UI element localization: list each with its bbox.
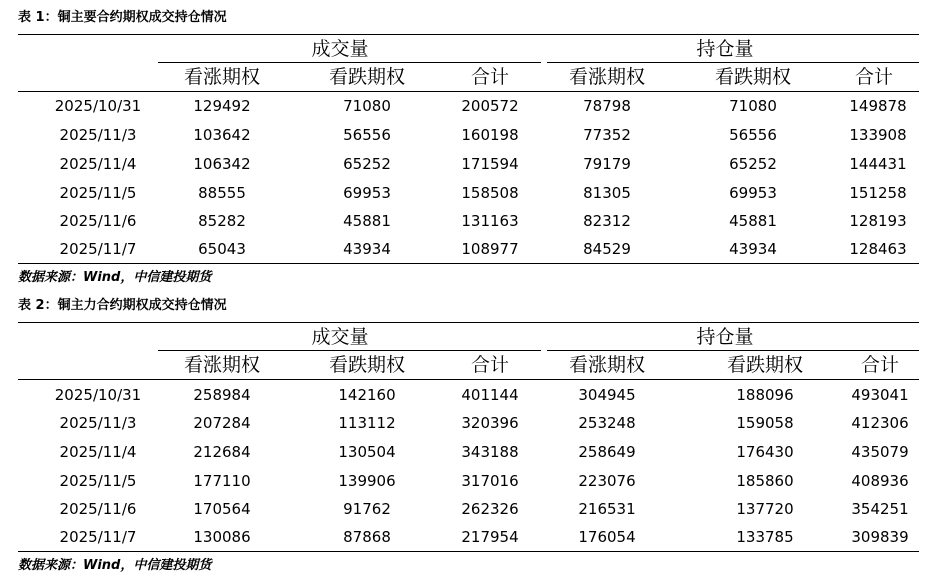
table-row-date: 2025/10/31 — [54, 97, 142, 115]
table-1-bottom-rule — [18, 263, 919, 264]
table-cell: 108977 — [461, 240, 519, 258]
table-cell: 69953 — [729, 184, 777, 202]
table-cell: 149878 — [849, 97, 907, 115]
table-cell: 78798 — [583, 97, 631, 115]
table-cell: 159058 — [736, 414, 794, 432]
table-cell: 435079 — [851, 443, 909, 461]
table-cell: 158508 — [461, 184, 519, 202]
table-2-col-put-volume: 看跌期权 — [328, 354, 405, 376]
table-2-header-rule — [18, 379, 919, 380]
table-cell: 56556 — [729, 126, 777, 144]
table-row-date: 2025/11/3 — [59, 126, 137, 144]
table-cell: 171594 — [461, 155, 519, 173]
table-1-group-rule-open-interest — [547, 62, 919, 63]
table-cell: 65252 — [729, 155, 777, 173]
table-row-date: 2025/11/3 — [59, 414, 137, 432]
table-row-date: 2025/11/6 — [59, 500, 137, 518]
table-cell: 88555 — [198, 184, 246, 202]
table-cell: 151258 — [849, 184, 907, 202]
table-1-title: 表 1：铜主要合约期权成交持仓情况 — [18, 10, 227, 25]
table-2-top-rule — [18, 322, 919, 323]
table-2-col-call-volume: 看涨期权 — [183, 354, 260, 376]
table-cell: 258984 — [193, 386, 251, 404]
table-cell: 160198 — [461, 126, 519, 144]
table-cell: 139906 — [338, 472, 396, 490]
table-cell: 309839 — [851, 528, 909, 546]
table-cell: 79179 — [583, 155, 631, 173]
table-cell: 343188 — [461, 443, 519, 461]
table-cell: 71080 — [343, 97, 391, 115]
table-1-col-call-oi: 看涨期权 — [568, 66, 645, 88]
table-cell: 91762 — [343, 500, 391, 518]
table-cell: 354251 — [851, 500, 909, 518]
table-cell: 176054 — [578, 528, 636, 546]
table-cell: 317016 — [461, 472, 519, 490]
table-1-col-total-volume: 合计 — [470, 66, 509, 88]
table-2-group-volume: 成交量 — [311, 326, 369, 348]
table-row-date: 2025/10/31 — [54, 386, 142, 404]
table-2-col-put-oi: 看跌期权 — [726, 354, 803, 376]
table-cell: 130086 — [193, 528, 251, 546]
table-cell: 106342 — [193, 155, 251, 173]
table-cell: 493041 — [851, 386, 909, 404]
table-cell: 253248 — [578, 414, 636, 432]
table-cell: 188096 — [736, 386, 794, 404]
table-cell: 401144 — [461, 386, 519, 404]
table-2-group-rule-open-interest — [547, 350, 919, 351]
table-cell: 43934 — [729, 240, 777, 258]
table-2-col-total-volume: 合计 — [470, 354, 509, 376]
table-cell: 258649 — [578, 443, 636, 461]
table-cell: 129492 — [193, 97, 251, 115]
table-cell: 82312 — [583, 212, 631, 230]
table-2-group-rule-volume — [158, 350, 541, 351]
table-1-header-rule — [18, 91, 919, 92]
table-cell: 217954 — [461, 528, 519, 546]
table-row-date: 2025/11/4 — [59, 443, 137, 461]
table-1-source: 数据来源：Wind，中信建投期货 — [18, 270, 212, 285]
table-row-date: 2025/11/5 — [59, 472, 137, 490]
table-2-group-open-interest: 持仓量 — [696, 326, 754, 348]
table-cell: 142160 — [338, 386, 396, 404]
table-cell: 133785 — [736, 528, 794, 546]
table-cell: 130504 — [338, 443, 396, 461]
table-cell: 56556 — [343, 126, 391, 144]
table-2-col-total-oi: 合计 — [860, 354, 899, 376]
table-cell: 185860 — [736, 472, 794, 490]
table-1-group-open-interest: 持仓量 — [696, 38, 754, 60]
table-1-group-volume: 成交量 — [311, 38, 369, 60]
table-cell: 304945 — [578, 386, 636, 404]
table-cell: 128463 — [849, 240, 907, 258]
table-row-date: 2025/11/7 — [59, 240, 137, 258]
table-cell: 170564 — [193, 500, 251, 518]
table-cell: 43934 — [343, 240, 391, 258]
table-cell: 45881 — [343, 212, 391, 230]
table-cell: 137720 — [736, 500, 794, 518]
table-1-group-rule-volume — [158, 62, 541, 63]
table-cell: 45881 — [729, 212, 777, 230]
table-cell: 320396 — [461, 414, 519, 432]
table-1-top-rule — [18, 34, 919, 35]
table-cell: 216531 — [578, 500, 636, 518]
table-cell: 113112 — [338, 414, 396, 432]
table-2-source: 数据来源：Wind，中信建投期货 — [18, 558, 212, 573]
table-cell: 85282 — [198, 212, 246, 230]
table-row-date: 2025/11/4 — [59, 155, 137, 173]
table-cell: 84529 — [583, 240, 631, 258]
table-cell: 71080 — [729, 97, 777, 115]
table-row-date: 2025/11/5 — [59, 184, 137, 202]
table-cell: 65043 — [198, 240, 246, 258]
table-1-col-call-volume: 看涨期权 — [183, 66, 260, 88]
table-cell: 81305 — [583, 184, 631, 202]
table-cell: 69953 — [343, 184, 391, 202]
table-cell: 200572 — [461, 97, 519, 115]
table-1-col-total-oi: 合计 — [854, 66, 893, 88]
table-cell: 133908 — [849, 126, 907, 144]
table-row-date: 2025/11/7 — [59, 528, 137, 546]
table-cell: 103642 — [193, 126, 251, 144]
table-cell: 77352 — [583, 126, 631, 144]
table-cell: 412306 — [851, 414, 909, 432]
table-2-col-call-oi: 看涨期权 — [568, 354, 645, 376]
table-1-col-put-volume: 看跌期权 — [328, 66, 405, 88]
table-cell: 87868 — [343, 528, 391, 546]
table-cell: 176430 — [736, 443, 794, 461]
table-1-col-put-oi: 看跌期权 — [714, 66, 791, 88]
table-cell: 177110 — [193, 472, 251, 490]
table-cell: 144431 — [849, 155, 907, 173]
table-cell: 131163 — [461, 212, 519, 230]
table-row-date: 2025/11/6 — [59, 212, 137, 230]
table-cell: 212684 — [193, 443, 251, 461]
table-2-bottom-rule — [18, 551, 919, 552]
table-cell: 128193 — [849, 212, 907, 230]
table-2-title: 表 2：铜主力合约期权成交持仓情况 — [18, 298, 227, 313]
table-cell: 262326 — [461, 500, 519, 518]
table-cell: 207284 — [193, 414, 251, 432]
table-cell: 223076 — [578, 472, 636, 490]
table-cell: 408936 — [851, 472, 909, 490]
table-cell: 65252 — [343, 155, 391, 173]
